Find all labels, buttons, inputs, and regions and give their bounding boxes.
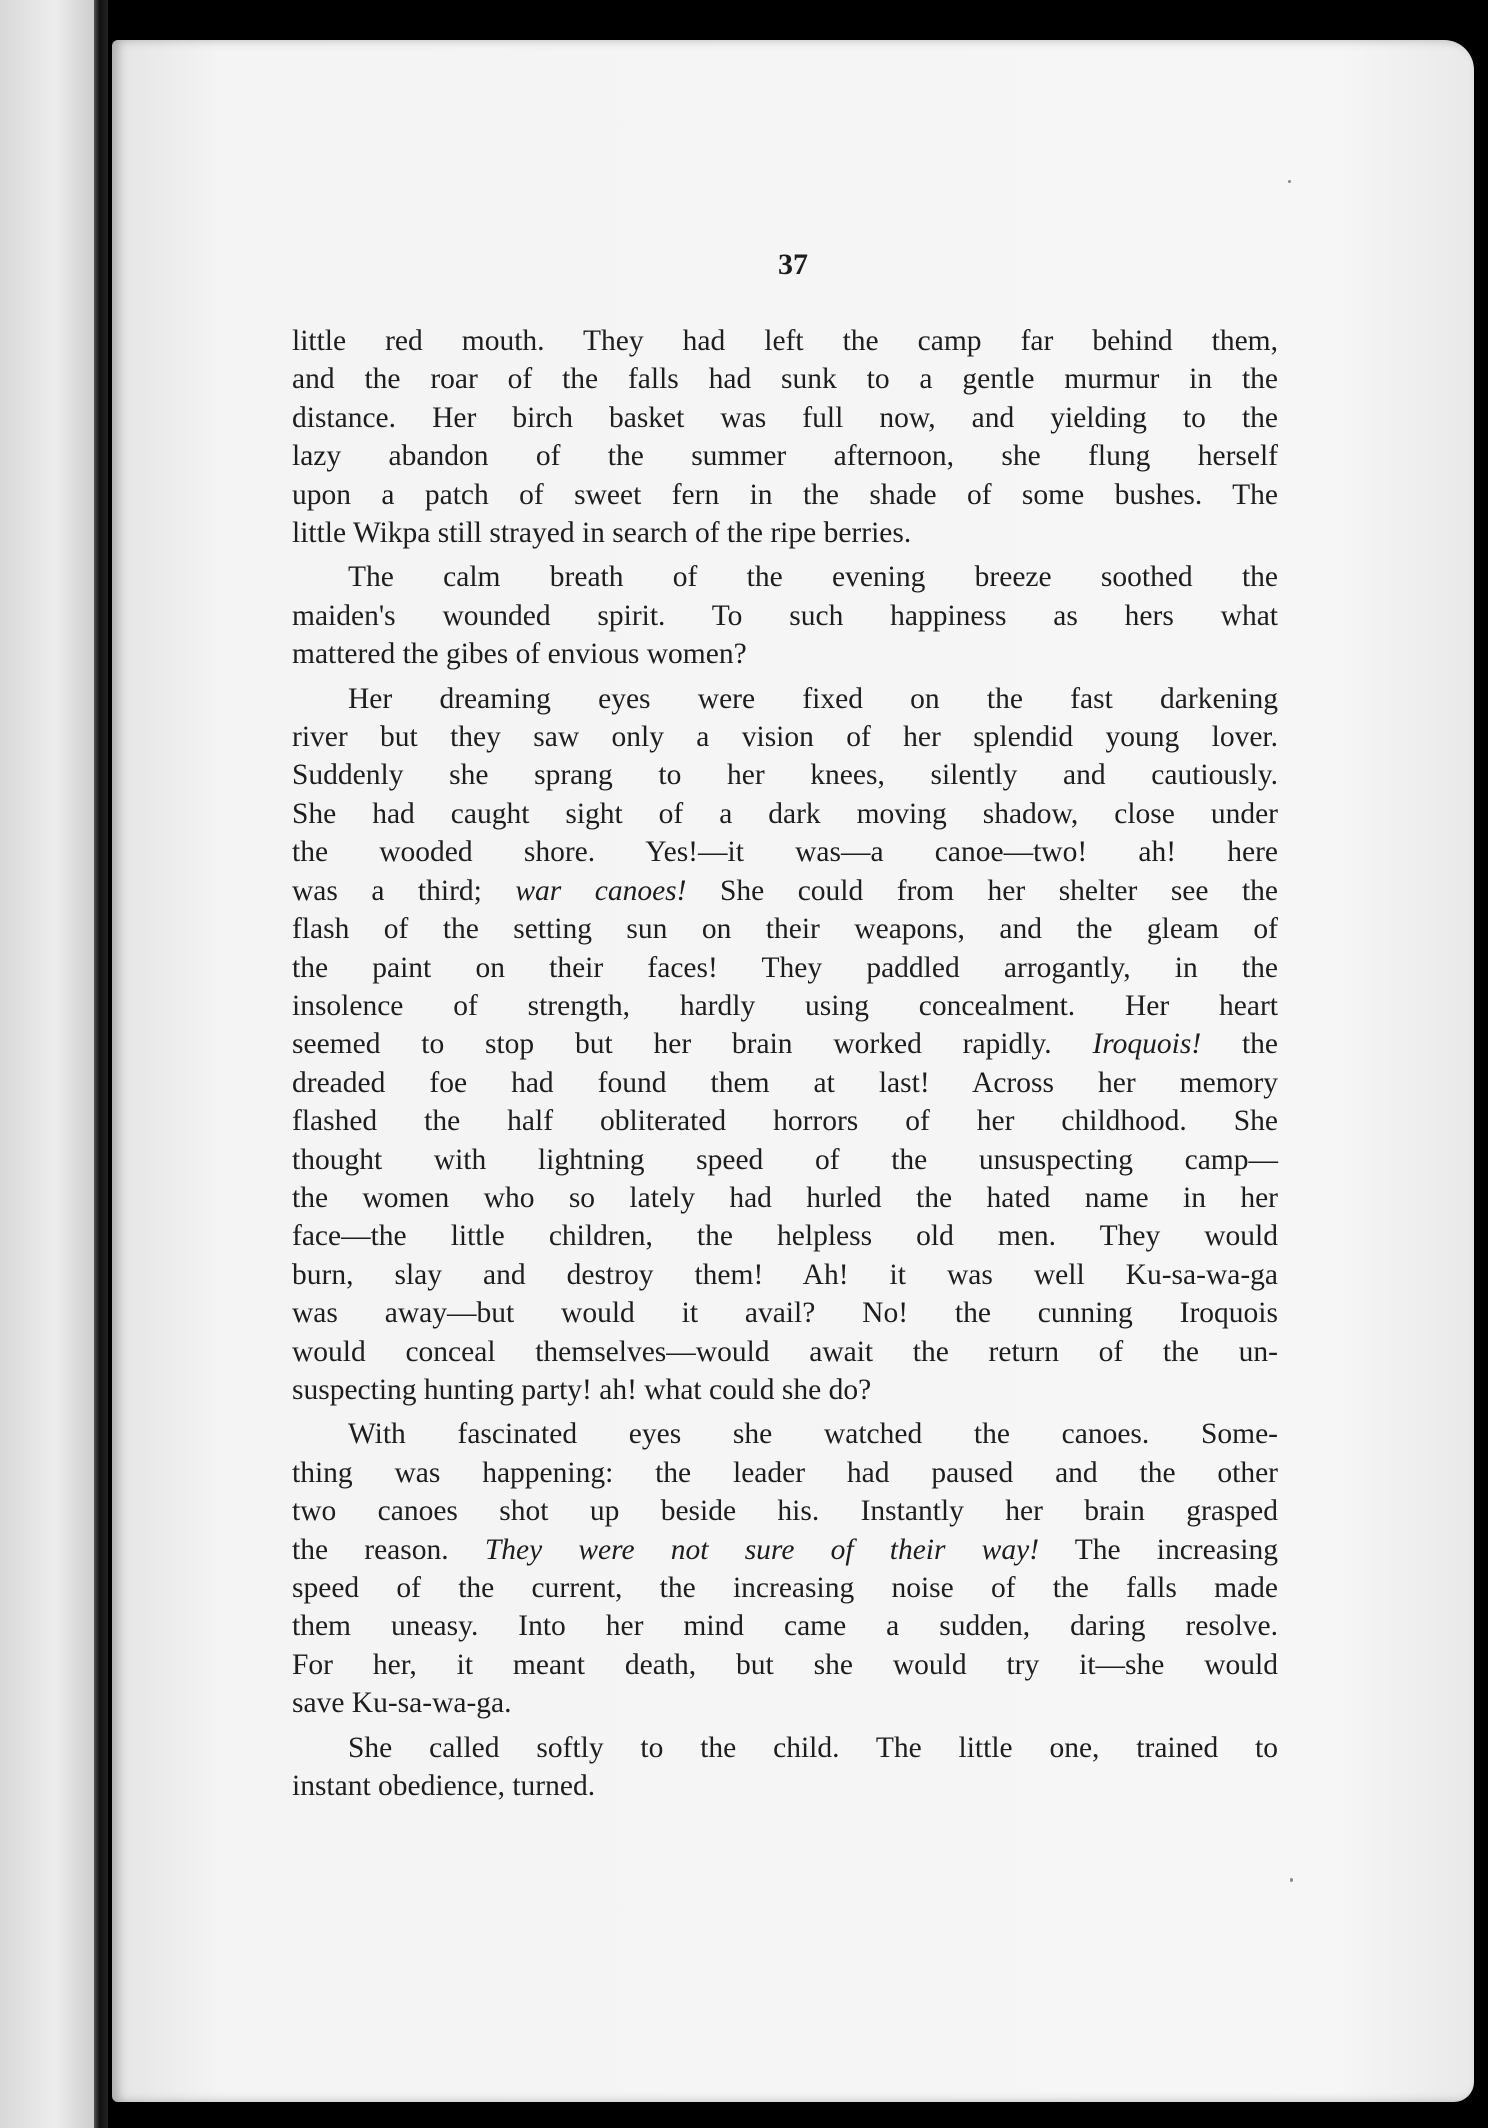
text-line: save Ku-sa-wa-ga. xyxy=(292,1687,512,1720)
text-line: Her dreaming eyes were fixed on the fast darkening xyxy=(348,682,1278,715)
text-line: two canoes shot up beside his. Instantly her brain grasped xyxy=(292,1495,1278,1528)
text-line: little red mouth. They had left the camp far behind them, xyxy=(292,325,1278,357)
text-line: thought with lightning speed of the unsuspecting camp— xyxy=(292,1143,1278,1176)
text-line: little Wikpa still strayed in search of the ripe berries. xyxy=(292,517,912,550)
text-line: upon a patch of sweet fern in the shade of some bushes. The xyxy=(292,478,1278,511)
text-line: the women who so lately had hurled the hated name in her xyxy=(292,1181,1278,1214)
text-line: distance. Her birch basket was full now, and yielding to the xyxy=(292,401,1278,434)
italic-phrase: Iroquois! xyxy=(1092,1028,1202,1061)
text-line: dreaded foe had found them at last! Across her memory xyxy=(292,1066,1278,1099)
text-line: mattered the gibes of envious women? xyxy=(292,638,747,671)
paragraph xyxy=(292,322,1278,552)
italic-phrase: They were not sure of their way! xyxy=(484,1533,1040,1566)
text-line: the reason. They were not sure of their way! The increasing xyxy=(292,1533,1278,1566)
text-line: The calm breath of the evening breeze soothed the xyxy=(348,561,1278,594)
text-line: them uneasy. Into her mind came a sudden, daring resolve. xyxy=(292,1610,1278,1643)
text-line: and the roar of the falls had sunk to a gentle murmur in the xyxy=(292,363,1278,396)
paragraph xyxy=(292,1729,1278,1806)
book-gutter xyxy=(94,0,108,2128)
paragraph xyxy=(292,558,1278,673)
text-line: face—the little children, the helpless old men. They would xyxy=(292,1220,1278,1253)
text-line: maiden's wounded spirit. To such happiness as hers what xyxy=(292,599,1278,632)
text-line: thing was happening: the leader had paused and the other xyxy=(292,1456,1278,1489)
text-line: was away—but would it avail? No! the cunning Iroquois xyxy=(292,1297,1278,1330)
text-line: suspecting hunting party! ah! what could she do? xyxy=(292,1373,872,1406)
text-line: river but they saw only a vision of her splendid young lover. xyxy=(292,721,1278,754)
text-line: flashed the half obliterated horrors of her childhood. She xyxy=(292,1105,1278,1138)
text-line: would conceal themselves—would await the return of the un- xyxy=(292,1335,1278,1368)
page-number: 37 xyxy=(778,248,808,281)
text-line: burn, slay and destroy them! Ah! it was well Ku-sa-wa-ga xyxy=(292,1258,1278,1291)
text-line: She had caught sight of a dark moving shadow, close under xyxy=(292,797,1278,830)
speck-mark xyxy=(1290,1878,1293,1882)
paragraph xyxy=(292,680,1278,1410)
speck-mark xyxy=(1288,180,1291,183)
text-line: For her, it meant death, but she would try it—she would xyxy=(292,1648,1278,1681)
text-line: the paint on their faces! They paddled arrogantly, in the xyxy=(292,951,1278,984)
italic-phrase: war canoes! xyxy=(515,874,687,907)
book-page xyxy=(112,40,1474,2102)
text-line: speed of the current, the increasing noise of the falls made xyxy=(292,1572,1278,1604)
text-line: With fascinated eyes she watched the canoes. Some- xyxy=(348,1418,1278,1451)
text-line: seemed to stop but her brain worked rapidly. Iroquois! the xyxy=(292,1028,1278,1061)
text-line: the wooded shore. Yes!—it was—a canoe—two! ah! here xyxy=(292,836,1278,869)
text-line: was a third; war canoes! She could from her shelter see the xyxy=(292,874,1279,907)
text-line: flash of the setting sun on their weapons, and the gleam of xyxy=(292,913,1278,946)
text-line: She called softly to the child. The little one, trained to xyxy=(348,1731,1278,1764)
facing-page-edge xyxy=(0,0,100,2128)
text-line: lazy abandon of the summer afternoon, she flung herself xyxy=(292,440,1278,473)
text-line: insolence of strength, hardly using concealment. Her heart xyxy=(292,989,1278,1022)
body-text xyxy=(292,322,1278,1805)
text-line: instant obedience, turned. xyxy=(292,1770,596,1803)
paragraph xyxy=(292,1415,1278,1722)
text-line: Suddenly she sprang to her knees, silently and cautiously. xyxy=(292,759,1278,792)
